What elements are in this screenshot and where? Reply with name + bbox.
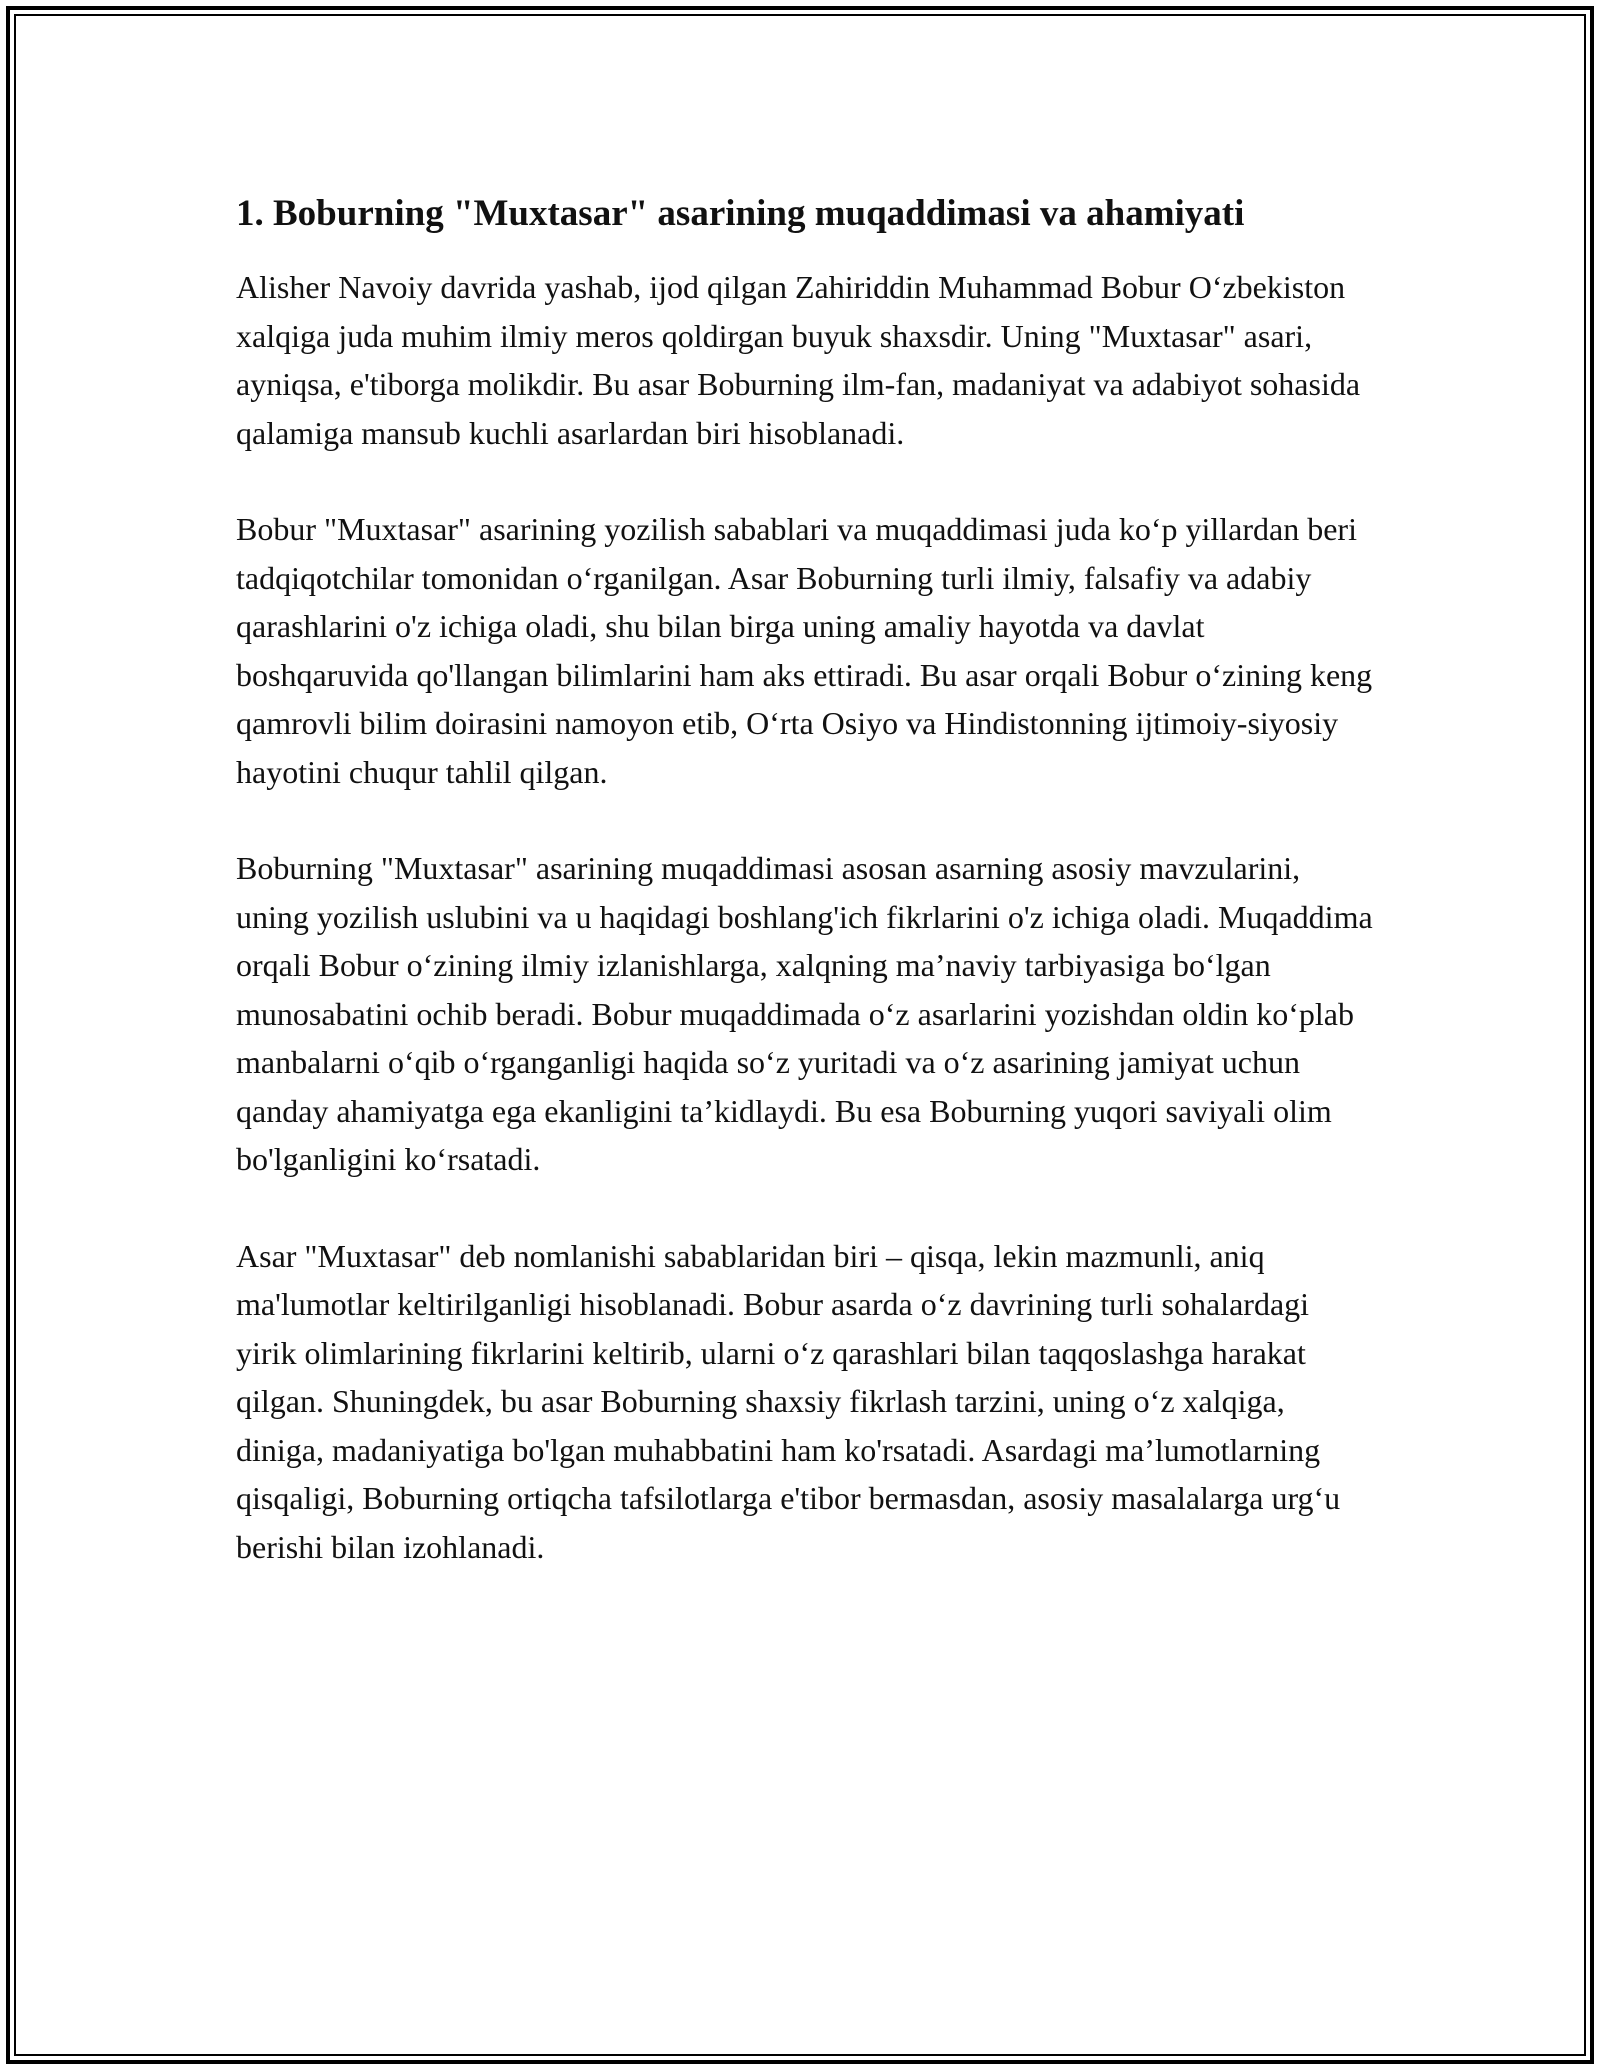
paragraph-2: Bobur "Muxtasar" asarining yozilish sabablari va muqaddimasi juda ko‘p yillardan beri tadqiqotchilar tomonidan o‘rganilgan. Asar Boburning turli ilmiy, falsafiy va adabiy qarashlarini o'z ichiga oladi, shu bilan birga uning amaliy hayotda va davlat boshqaruvida qo'llangan bilimlarini ham aks ettiradi. Bu asar orqali Bobur o‘zining keng qamrovli bilim doirasini namoyon etib, O‘rta Osiyo va Hindistonning ijtimoiy-siyosiy hayotini chuqur tahlil qilgan. [236, 511, 1373, 790]
paragraph-1: Alisher Navoiy davrida yashab, ijod qilgan Zahiriddin Muhammad Bobur O‘zbekiston xalqiga juda muhim ilmiy meros qoldirgan buyuk shaxsdir. Uning "Muxtasar" asari, ayniqsa, e'tiborga molikdir. Bu asar Boburning ilm-fan, madaniyat va adabiyot sohasida qalamiga mansub kuchli asarlardan biri hisoblanadi. [236, 269, 1361, 451]
section-heading: 1. Boburning "Muxtasar" asarining muqaddimasi va ahamiyati [236, 193, 1245, 234]
document-body [236, 186, 1376, 1619]
paragraph-3: Boburning "Muxtasar" asarining muqaddimasi asosan asarning asosiy mavzularini, uning yozilish uslubini va u haqidagi boshlang'ich fikrlarini o'z ichiga oladi. Muqaddima orqali Bobur o‘zining ilmiy izlanishlarga, xalqning ma’naviy tarbiyasiga bo‘lgan munosabatini ochib beradi. Bobur muqaddimada o‘z asarlarini yozishdan oldin ko‘plab manbalarni o‘qib o‘rganganligi haqida so‘z yuritadi va o‘z asarining jamiyat uchun qanday ahamiyatga ega ekanligini ta’kidlaydi. Bu esa Boburning yuqori saviyali olim bo'lganligini ko‘rsatadi. [236, 850, 1373, 1177]
paragraph-4: Asar "Muxtasar" deb nomlanishi sabablaridan biri – qisqa, lekin mazmunli, aniq ma'lumotlar keltirilganligi hisoblanadi. Bobur asarda o‘z davrining turli sohalardagi yirik olimlarining fikrlarini keltirib, ularni o‘z qarashlari bilan taqqoslashga harakat qilgan. Shuningdek, bu asar Boburning shaxsiy fikrlash tarzini, uning o‘z xalqiga, diniga, madaniyatiga bo'lgan muhabbatini ham ko'rsatadi. Asardagi ma’lumotlarning qisqaligi, Boburning ortiqcha tafsilotlarga e'tibor bermasdan, asosiy masalalarga urg‘u berishi bilan izohlanadi. [236, 1237, 1341, 1565]
